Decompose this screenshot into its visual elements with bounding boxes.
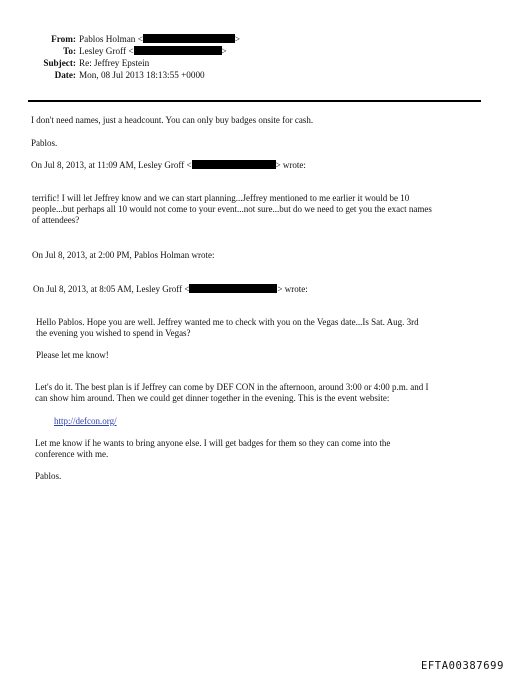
- plan-text-line-1: Let's do it. The best plan is if Jeffrey can come by DEF CON in the afternoon, around 3:00 or 4:00 p.m. and I: [35, 382, 429, 392]
- groff-text-line-2: people...but perhaps all 10 would not come to your event...not sure...but do we need to get you the exact names: [32, 204, 432, 214]
- quote-header-3-prefix: On Jul 8, 2013, at 8:05 AM, Lesley Groff <: [33, 284, 190, 294]
- redaction-box: [143, 34, 235, 43]
- anyone-text-line-2: conference with me.: [35, 449, 109, 459]
- quote-header-2: On Jul 8, 2013, at 2:00 PM, Pablos Holman wrote:: [32, 250, 215, 260]
- subject-label: Subject:: [43, 58, 76, 68]
- reply-text: I don't need names, just a headcount. You can only buy badges onsite for cash.: [31, 115, 314, 125]
- from-value: Pablos Holman <: [79, 34, 143, 44]
- final-signature: Pablos.: [35, 471, 62, 481]
- hello-text-line-1: Hello Pablos. Hope you are well. Jeffrey wanted me to check with you on the Vegas date...Is Sat. Aug. 3rd: [36, 317, 419, 327]
- plan-text-line-2: can show him around. Then we could get dinner together in the evening. This is the event website:: [35, 393, 390, 403]
- from-row: [20, 33, 240, 45]
- date-row: [20, 69, 205, 81]
- date-value: Mon, 08 Jul 2013 18:13:55 +0000: [79, 70, 205, 80]
- hello-text-line-2: the evening you wished to spend in Vegas?: [36, 328, 191, 338]
- date-label: Date:: [54, 70, 76, 80]
- from-label: From:: [51, 34, 76, 44]
- anyone-text-line-1: Let me know if he wants to bring anyone else. I will get badges for them so they can come into the: [35, 438, 391, 448]
- groff-text-line-3: of attendees?: [32, 215, 80, 225]
- to-value: Lesley Groff <: [79, 46, 134, 56]
- quote-header-3-suffix: > wrote:: [277, 284, 308, 294]
- from-close: >: [234, 34, 241, 44]
- redaction-box: [192, 160, 276, 169]
- defcon-link[interactable]: http://defcon.org/: [54, 416, 117, 426]
- groff-text-line-1: terrific! I will let Jeffrey know and we can start planning...Jeffrey mentioned to me earlier it would be 10: [32, 193, 410, 203]
- quote-header-1: [31, 160, 306, 171]
- quote-header-1-prefix: On Jul 8, 2013, at 11:09 AM, Lesley Groff <: [31, 160, 192, 170]
- please-let-me-know: Please let me know!: [36, 350, 109, 360]
- reply-signature: Pablos.: [31, 138, 58, 148]
- subject-value: Re: Jeffrey Epstein: [79, 58, 150, 68]
- quote-header-1-suffix: > wrote:: [275, 160, 306, 170]
- redaction-box: [134, 46, 222, 55]
- redaction-box: [189, 284, 277, 293]
- bates-number: EFTA00387699: [420, 660, 504, 672]
- subject-row: [20, 57, 149, 69]
- to-close: >: [221, 46, 227, 56]
- to-row: [20, 45, 227, 57]
- header-divider: [28, 100, 481, 102]
- to-label: To:: [63, 46, 76, 56]
- quote-header-3: [33, 284, 308, 295]
